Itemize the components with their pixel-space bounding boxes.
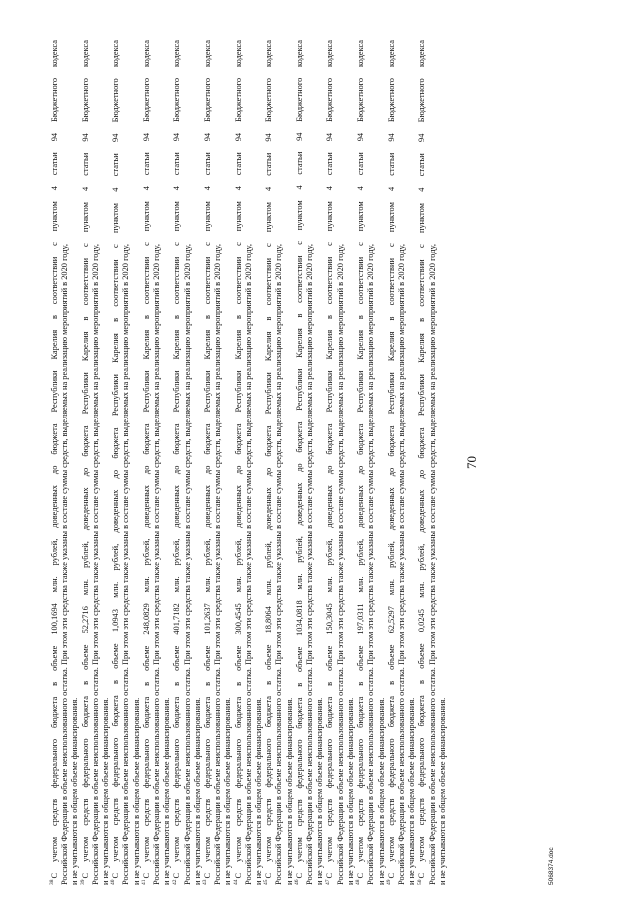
footnote-text: С учетом средств федерального бюджета в объеме 101,2637 млн. рублей, доведенных до бюджета Республики Карелия в соответствии с пунктом 4 статьи 94 Бюджетного кодекса xyxy=(203,40,213,879)
footnote-number: 46 xyxy=(294,879,301,885)
footnote-item xyxy=(50,40,81,885)
footnote-line xyxy=(387,40,397,885)
footnote-line xyxy=(142,40,152,885)
footnote-text: С учетом средств федерального бюджета в объеме 1034,0818 млн. рублей, доведенных до бюджета Республики Карелия в соответствии с пунктом 4 статьи 94 Бюджетного кодекса xyxy=(294,40,304,879)
footnote-line: и не учитываются в общем объеме финансирования. xyxy=(315,697,325,885)
footnote-item xyxy=(172,40,203,885)
footnote-text: С учетом средств федерального бюджета в объеме 18,8064 млн. рублей, доведенных до бюджета Республики Карелия в соответствии с пунктом 4 статьи 94 Бюджетного кодекса xyxy=(264,40,274,879)
footnote-item xyxy=(387,40,418,885)
footnote-text: С учетом средств федерального бюджета в объеме 248,0829 млн. рублей, доведенных до бюджета Республики Карелия в соответствии с пунктом 4 статьи 94 Бюджетного кодекса xyxy=(141,40,151,879)
footnote-line: и не учитываются в общем объеме финансирования. xyxy=(254,697,264,885)
footnote-number: 45 xyxy=(263,879,270,885)
footnote-number: 44 xyxy=(232,879,239,885)
footnote-number: 47 xyxy=(324,879,331,885)
footnote-line xyxy=(172,40,182,885)
footnote-number: 42 xyxy=(171,879,178,885)
footnote-item xyxy=(142,40,173,885)
footnote-item xyxy=(417,40,448,885)
footnote-item xyxy=(264,40,295,885)
footnote-line xyxy=(50,40,60,885)
file-name-label: 5068374.doc xyxy=(548,847,555,885)
footnote-line: и не учитываются в общем объеме финансирования. xyxy=(223,697,233,885)
footnote-line: и не учитываются в общем объеме финансирования. xyxy=(345,697,355,885)
footnote-line: и не учитываются в общем объеме финансирования. xyxy=(131,697,141,885)
footnote-line xyxy=(356,40,366,885)
footnote-line xyxy=(325,40,335,885)
footnote-text: С учетом средств федерального бюджета в объеме 300,4545 млн. рублей, доведенных до бюджета Республики Карелия в соответствии с пунктом 4 статьи 94 Бюджетного кодекса xyxy=(233,40,243,879)
footnote-line: и не учитываются в общем объеме финансирования. xyxy=(437,697,447,885)
footnote-line: Российской Федерации в объеме неиспользованного остатка. При этом эти средства также указаны в составе суммы средств, выделяемых на реализацию мероприятий в 2020 году, xyxy=(182,244,192,885)
footnote-line: Российской Федерации в объеме неиспользованного остатка. При этом эти средства также указаны в составе суммы средств, выделяемых на реализацию мероприятий в 2020 году, xyxy=(305,244,315,885)
footnote-line xyxy=(417,40,427,885)
footnote-line: и не учитываются в общем объеме финансирования. xyxy=(284,697,294,885)
rotated-landscape-content xyxy=(40,40,560,885)
footnote-number: 50 xyxy=(416,879,423,885)
footnote-text: С учетом средств федерального бюджета в объеме 150,3045 млн. рублей, доведенных до бюджета Республики Карелия в соответствии с пунктом 4 статьи 94 Бюджетного кодекса xyxy=(325,40,335,879)
footnote-item xyxy=(295,40,326,885)
footnote-line xyxy=(295,40,305,885)
footnote-line: Российской Федерации в объеме неиспользованного остатка. При этом эти средства также указаны в составе суммы средств, выделяемых на реализацию мероприятий в 2020 году, xyxy=(121,244,131,885)
footnote-line: Российской Федерации в объеме неиспользованного остатка. При этом эти средства также указаны в составе суммы средств, выделяемых на реализацию мероприятий в 2020 году, xyxy=(366,244,376,885)
footnote-text: С учетом средств федерального бюджета в объеме 0,0245 млн. рублей, доведенных до бюджета Республики Карелия в соответствии с пунктом 4 статьи 94 Бюджетного кодекса xyxy=(417,40,427,879)
footnote-line: Российской Федерации в объеме неиспользованного остатка. При этом эти средства также указаны в составе суммы средств, выделяемых на реализацию мероприятий в 2020 году, xyxy=(427,244,437,885)
footnote-item xyxy=(234,40,265,885)
footnote-number: 48 xyxy=(355,879,362,885)
footnote-text: С учетом средств федерального бюджета в объеме 52,2716 млн. рублей, доведенных до бюджета Республики Карелия в соответствии с пунктом 4 статьи 94 Бюджетного кодекса xyxy=(80,40,90,879)
footnote-line xyxy=(111,40,121,885)
footnote-number: 41 xyxy=(141,879,148,885)
footnote-line: Российской Федерации в объеме неиспользованного остатка. При этом эти средства также указаны в составе суммы средств, выделяемых на реализацию мероприятий в 2020 году, xyxy=(60,244,70,885)
footnote-item xyxy=(203,40,234,885)
footnote-number: 38 xyxy=(49,879,56,885)
footnote-number: 43 xyxy=(202,879,209,885)
footnote-line: и не учитываются в общем объеме финансирования. xyxy=(376,697,386,885)
page-number: 70 xyxy=(464,456,479,469)
footnote-line: Российской Федерации в объеме неиспользованного остатка. При этом эти средства также указаны в составе суммы средств, выделяемых на реализацию мероприятий в 2020 году, xyxy=(213,244,223,885)
footnote-line: Российской Федерации в объеме неиспользованного остатка. При этом эти средства также указаны в составе суммы средств, выделяемых на реализацию мероприятий в 2020 году, xyxy=(396,244,406,885)
footnote-line: и не учитываются в общем объеме финансирования. xyxy=(101,697,111,885)
footnote-text: С учетом средств федерального бюджета в объеме 100,1694 млн. рублей, доведенных до бюджета Республики Карелия в соответствии с пунктом 4 статьи 94 Бюджетного кодекса xyxy=(50,40,59,879)
footnotes-list xyxy=(50,40,448,885)
footnote-line: Российской Федерации в объеме неиспользованного остатка. При этом эти средства также указаны в составе суммы средств, выделяемых на реализацию мероприятий в 2020 году, xyxy=(90,244,100,885)
footnote-number: 39 xyxy=(79,879,86,885)
footnote-line: и не учитываются в общем объеме финансирования. xyxy=(162,697,172,885)
footnote-line: и не учитываются в общем объеме финансирования. xyxy=(70,697,80,885)
footnote-number: 40 xyxy=(110,879,117,885)
footnote-line: и не учитываются в общем объеме финансирования. xyxy=(192,697,202,885)
footnote-item xyxy=(81,40,112,885)
footnote-number: 49 xyxy=(385,879,392,885)
footnote-item xyxy=(111,40,142,885)
footnote-line xyxy=(234,40,244,885)
footnote-line xyxy=(81,40,91,885)
footnote-text: С учетом средств федерального бюджета в объеме 62,5297 млн. рублей, доведенных до бюджета Республики Карелия в соответствии с пунктом 4 статьи 94 Бюджетного кодекса xyxy=(386,40,396,879)
footnote-item xyxy=(325,40,356,885)
footnote-line: Российской Федерации в объеме неиспользованного остатка. При этом эти средства также указаны в составе суммы средств, выделяемых на реализацию мероприятий в 2020 году, xyxy=(152,244,162,885)
footnote-line: Российской Федерации в объеме неиспользованного остатка. При этом эти средства также указаны в составе суммы средств, выделяемых на реализацию мероприятий в 2020 году, xyxy=(274,244,284,885)
footnote-line xyxy=(203,40,213,885)
footnote-text: С учетом средств федерального бюджета в объеме 401,7182 млн. рублей, доведенных до бюджета Республики Карелия в соответствии с пунктом 4 статьи 94 Бюджетного кодекса xyxy=(172,40,182,879)
footnote-text: С учетом средств федерального бюджета в объеме 1,0943 млн. рублей, доведенных до бюджета Республики Карелия в соответствии с пунктом 4 статьи 94 Бюджетного кодекса xyxy=(111,40,121,879)
footnote-line xyxy=(264,40,274,885)
footnote-line: и не учитываются в общем объеме финансирования. xyxy=(407,697,417,885)
footnote-text: С учетом средств федерального бюджета в объеме 197,0311 млн. рублей, доведенных до бюджета Республики Карелия в соответствии с пунктом 4 статьи 94 Бюджетного кодекса xyxy=(356,40,366,879)
footnote-item xyxy=(356,40,387,885)
footnote-line: Российской Федерации в объеме неиспользованного остатка. При этом эти средства также указаны в составе суммы средств, выделяемых на реализацию мероприятий в 2020 году, xyxy=(243,244,253,885)
footnote-line: Российской Федерации в объеме неиспользованного остатка. При этом эти средства также указаны в составе суммы средств, выделяемых на реализацию мероприятий в 2020 году, xyxy=(335,244,345,885)
